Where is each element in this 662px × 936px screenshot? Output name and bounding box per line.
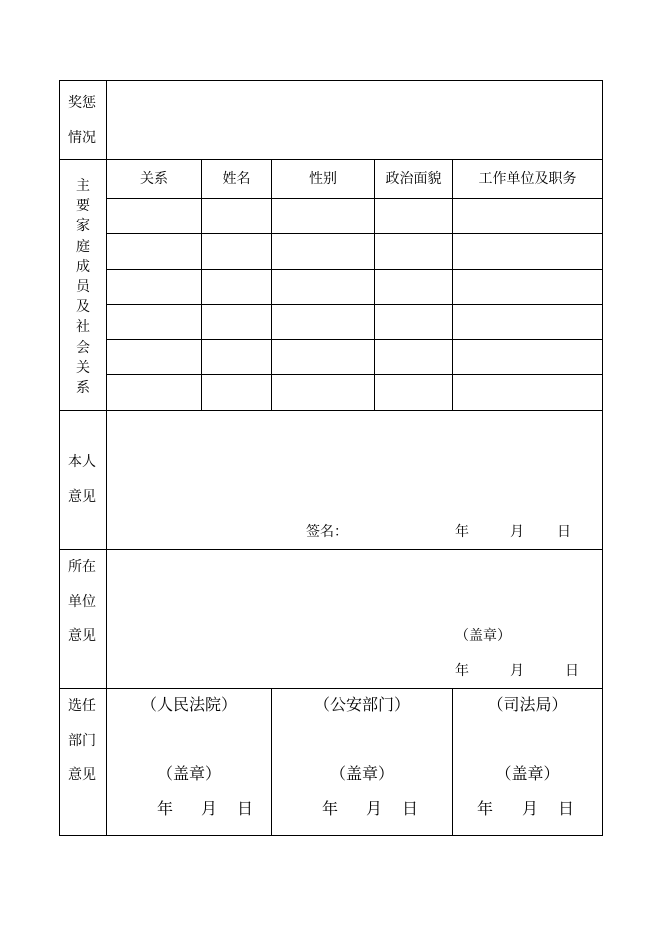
selection-label-line1: 选任	[68, 698, 96, 714]
family-cell-relation[interactable]	[107, 340, 201, 374]
family-cell-work[interactable]	[453, 375, 602, 409]
self-label-line1: 本人	[68, 454, 96, 470]
family-cell-political[interactable]	[375, 375, 452, 409]
unit-opinion-content[interactable]	[107, 550, 602, 620]
appraisal-form	[59, 80, 603, 836]
family-cell-political[interactable]	[375, 270, 452, 304]
family-cell-work[interactable]	[453, 305, 602, 339]
divider-rewards-family	[59, 159, 603, 160]
selection-label-line3: 意见	[68, 767, 96, 783]
header-work: 工作单位及职务	[478, 171, 577, 187]
family-cell-political[interactable]	[375, 305, 452, 339]
family-cell-name[interactable]	[202, 270, 271, 304]
family-cell-work[interactable]	[453, 234, 602, 268]
dept-police-month: 月	[366, 799, 383, 818]
family-label-char: 庭	[76, 238, 90, 255]
unit-label-line1: 所在	[68, 559, 96, 575]
dept-justice-month: 月	[522, 799, 539, 818]
family-cell-relation[interactable]	[107, 305, 201, 339]
signature-field[interactable]	[349, 524, 449, 540]
family-cell-gender[interactable]	[272, 234, 374, 268]
family-label-char: 社	[76, 319, 90, 336]
family-label-char: 员	[76, 278, 90, 295]
signature-label: 签名：	[306, 524, 348, 540]
rewards-label-line1: 奖惩	[68, 95, 96, 111]
dept-court-day: 日	[237, 799, 254, 818]
dept-court-month: 月	[201, 799, 218, 818]
unit-year: 年	[455, 663, 469, 679]
family-cell-work[interactable]	[453, 270, 602, 304]
family-label-char: 关	[76, 359, 90, 376]
dept-court-seal: （盖章）	[156, 764, 221, 783]
family-cell-relation[interactable]	[107, 199, 201, 233]
family-label-char: 及	[76, 299, 90, 316]
unit-day: 日	[565, 663, 579, 679]
dept-police-seal: （盖章）	[329, 764, 394, 783]
family-cell-work[interactable]	[453, 340, 602, 374]
rewards-label-line2: 情况	[68, 130, 96, 146]
divider-unit-selection	[59, 688, 603, 689]
family-cell-work[interactable]	[453, 199, 602, 233]
self-year: 年	[455, 524, 469, 540]
family-cell-relation[interactable]	[107, 270, 201, 304]
family-cell-political[interactable]	[375, 199, 452, 233]
family-cell-gender[interactable]	[272, 199, 374, 233]
dept-justice-seal: （盖章）	[495, 764, 560, 783]
border-right	[602, 80, 603, 836]
unit-seal: （盖章）	[455, 628, 511, 644]
family-cell-gender[interactable]	[272, 305, 374, 339]
unit-label-line3: 意见	[68, 628, 96, 644]
unit-label-line2: 单位	[68, 594, 96, 610]
family-cell-name[interactable]	[202, 375, 271, 409]
unit-month: 月	[510, 663, 524, 679]
family-label-char: 要	[76, 198, 90, 215]
family-label	[60, 176, 106, 398]
header-political: 政治面貌	[385, 171, 442, 187]
header-gender: 性别	[309, 171, 337, 187]
header-name: 姓名	[222, 171, 251, 187]
family-cell-name[interactable]	[202, 234, 271, 268]
family-cell-gender[interactable]	[272, 375, 374, 409]
self-day: 日	[557, 524, 571, 540]
rewards-content[interactable]	[107, 81, 602, 159]
family-label-char: 系	[76, 379, 90, 396]
family-cell-gender[interactable]	[272, 340, 374, 374]
border-bottom	[59, 835, 603, 836]
dept-justice-day: 日	[558, 799, 575, 818]
family-label-char: 会	[76, 339, 90, 356]
family-cell-relation[interactable]	[107, 375, 201, 409]
dept-justice-name: （司法局）	[487, 695, 568, 714]
family-cell-name[interactable]	[202, 340, 271, 374]
self-label-line2: 意见	[68, 489, 96, 505]
family-cell-political[interactable]	[375, 340, 452, 374]
family-cell-gender[interactable]	[272, 270, 374, 304]
family-cell-relation[interactable]	[107, 234, 201, 268]
dept-police-year: 年	[322, 799, 339, 818]
family-cell-name[interactable]	[202, 305, 271, 339]
family-cell-political[interactable]	[375, 234, 452, 268]
dept-court-year: 年	[157, 799, 174, 818]
self-month: 月	[510, 524, 524, 540]
selection-label-line2: 部门	[68, 733, 96, 749]
dept-court-name: （人民法院）	[140, 695, 237, 714]
family-cell-name[interactable]	[202, 199, 271, 233]
self-opinion-content[interactable]	[107, 411, 602, 519]
family-label-char: 成	[76, 258, 90, 275]
header-relation: 关系	[140, 171, 168, 187]
dept-police-day: 日	[402, 799, 419, 818]
dept-police-name: （公安部门）	[313, 695, 410, 714]
dept-justice-year: 年	[477, 799, 494, 818]
family-label-char: 主	[76, 178, 90, 194]
family-label-char: 家	[76, 218, 90, 235]
